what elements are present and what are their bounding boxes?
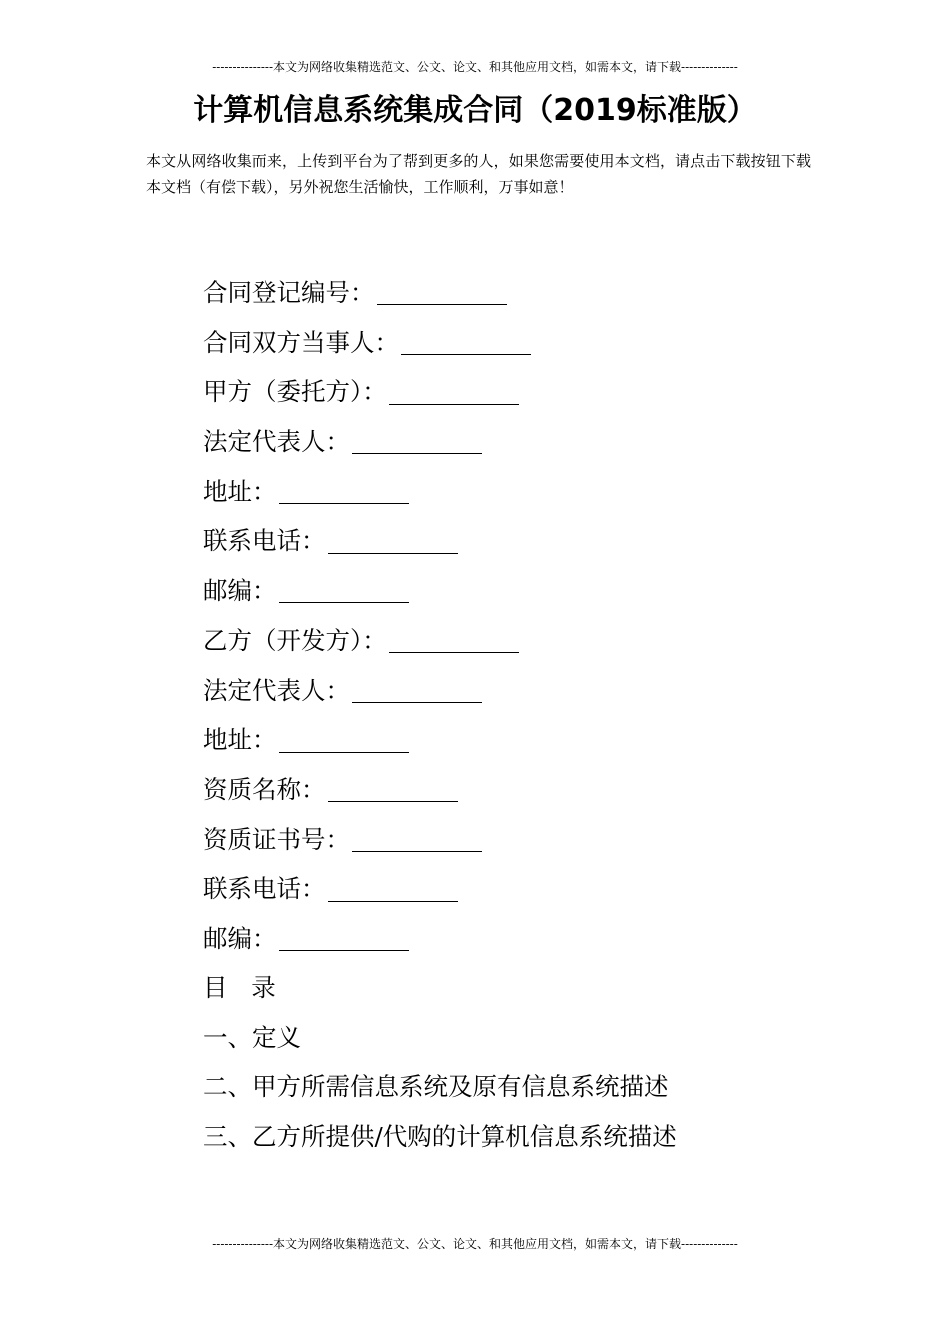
fill-in-blank [328, 525, 458, 554]
fill-in-blank [389, 376, 519, 405]
field-label: 地址： [203, 476, 277, 506]
fill-in-blank [401, 326, 531, 355]
toc-item: 二、甲方所需信息系统及原有信息系统描述 [203, 1072, 669, 1102]
field-label: 邮编： [203, 576, 277, 606]
fill-in-blank [352, 425, 482, 454]
fill-in-blank [279, 724, 409, 753]
fill-in-blank [389, 624, 519, 653]
field-party-a-legal-rep [203, 417, 843, 467]
field-qualification-cert-number [203, 815, 843, 865]
field-qualification-name [203, 765, 843, 815]
field-contract-parties [203, 318, 843, 368]
field-party-a-phone [203, 516, 843, 566]
field-label: 资质名称： [203, 774, 326, 804]
fill-in-blank [352, 674, 482, 703]
field-party-a [203, 367, 843, 417]
field-label: 合同登记编号： [203, 278, 375, 307]
field-label: 邮编： [203, 923, 277, 953]
field-label: 资质证书号： [203, 824, 350, 854]
toc-item: 三、乙方所提供/代购的计算机信息系统描述 [203, 1122, 677, 1152]
fill-in-blank [279, 922, 409, 951]
toc-heading: 目 录 [203, 973, 284, 1002]
fill-in-blank [328, 873, 458, 902]
intro-paragraph: 本文从网络收集而来，上传到平台为了帮到更多的人，如果您需要使用本文档，请点击下载按钮下载本文档（有偿下载），另外祝您生活愉快，工作顺利，万事如意！ [146, 152, 811, 196]
field-party-b-address [203, 715, 843, 765]
fill-in-blank [328, 773, 458, 802]
field-label: 乙方（开发方）： [203, 625, 387, 655]
field-label: 合同双方当事人： [203, 327, 399, 357]
contract-fields [203, 268, 843, 964]
field-party-a-address [203, 467, 843, 517]
field-label: 联系电话： [203, 526, 326, 556]
page-footer: ---------------本文为网络收集精选范文、公文、论文、和其他应用文档，如需本文，请下载-------------- [212, 1237, 738, 1251]
toc-item: 一、定义 [203, 1022, 301, 1052]
field-label: 地址： [203, 725, 277, 755]
field-label: 联系电话： [203, 874, 326, 904]
field-registration-number [203, 268, 843, 318]
field-label: 法定代表人： [203, 427, 350, 457]
field-party-b-postcode [203, 914, 843, 964]
fill-in-blank [279, 475, 409, 504]
fill-in-blank [377, 276, 507, 305]
table-of-contents [203, 963, 843, 1162]
field-party-a-postcode [203, 566, 843, 616]
field-party-b-legal-rep [203, 666, 843, 716]
field-label: 法定代表人： [203, 675, 350, 705]
field-party-b-phone [203, 864, 843, 914]
fill-in-blank [279, 574, 409, 603]
page-header: ---------------本文为网络收集精选范文、公文、论文、和其他应用文档，如需本文，请下载-------------- [212, 60, 738, 74]
fill-in-blank [352, 823, 482, 852]
field-party-b [203, 616, 843, 666]
field-label: 甲方（委托方）： [203, 377, 387, 407]
document-title: 计算机信息系统集成合同（2019标准版） [193, 93, 757, 128]
